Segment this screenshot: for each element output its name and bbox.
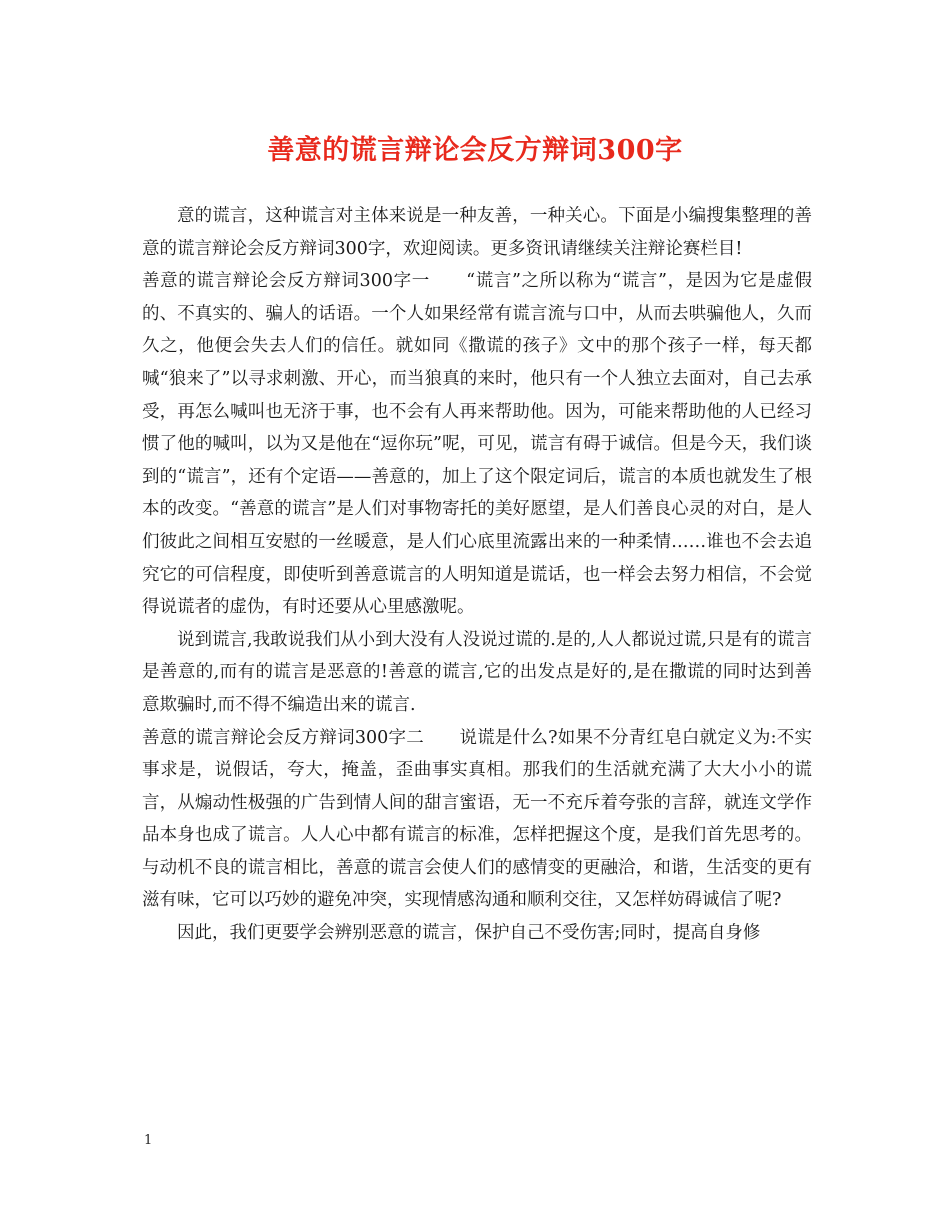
paragraph-conclusion: 因此，我们更要学会辨别恶意的谎言，保护自己不受伤害;同时，提高自身修 <box>177 923 761 944</box>
page-title: 善意的谎言辩论会反方辩词300字 <box>267 135 683 166</box>
paragraph-lies-kind: 说到谎言,我敢说我们从小到大没有人没说过谎的.是的,人人都说过谎,只是有的谎言是善意的,而有的谎言是恶意的!善意的谎言,它的出发点是好的,是在撒谎的同时达到善意欺骗时,而不得不编造出来的谎言. <box>142 629 812 715</box>
paragraph-intro: 意的谎言，这种谎言对主体来说是一种友善，一种关心。下面是小编搜集整理的善意的谎言辩论会反方辩词300字，欢迎阅读。更多资讯请继续关注辩论赛栏目! <box>142 206 812 259</box>
paragraph-section-two: 善意的谎言辩论会反方辩词300字二 说谎是什么?如果不分青红皂白就定义为:不实事求是，说假话，夸大，掩盖，歪曲事实真相。那我们的生活就充满了大大小小的谎言，从煽动性极强的广告到情人间的甜言蜜语，无一不充斥着夸张的言辞，就连文学作品本身也成了谎言。人人心中都有谎言的标准，怎样把握这个度，是我们首先思考的。与动机不良的谎言相比，善意的谎言会使人们的感情变的更融洽，和谐，生活变的更有滋有味，它可以巧妙的避免冲突，实现情感沟通和顺利交往，又怎样妨碍诚信了呢? <box>142 727 812 911</box>
page-number: 1 <box>144 1133 153 1148</box>
body-text <box>142 200 812 950</box>
paragraph-section-one: 善意的谎言辩论会反方辩词300字一 “谎言”之所以称为“谎言”，是因为它是虚假的、不真实的、骗人的话语。一个人如果经常有谎言流与口中，从而去哄骗他人，久而久之，他便会失去人们的信任。就如同《撒谎的孩子》文中的那个孩子一样，每天都喊“狼来了”以寻求刺激、开心，而当狼真的来时，他只有一个人独立去面对，自己去承受，再怎么喊叫也无济于事，也不会有人再来帮助他。因为，可能来帮助他的人已经习惯了他的喊叫，以为又是他在“逗你玩”呢，可见，谎言有碍于诚信。但是今天，我们谈到的“谎言”，还有个定语——善意的，加上了这个限定词后，谎言的本质也就发生了根本的改变。“善意的谎言”是人们对事物寄托的美好愿望，是人们善良心灵的对白，是人们彼此之间相互安慰的一丝暖意，是人们心底里流露出来的一种柔情……谁也不会去追究它的可信程度，即使听到善意谎言的人明知道是谎话，也一样会去努力相信，不会觉得说谎者的虚伪，有时还要从心里感激呢。 <box>142 271 812 618</box>
